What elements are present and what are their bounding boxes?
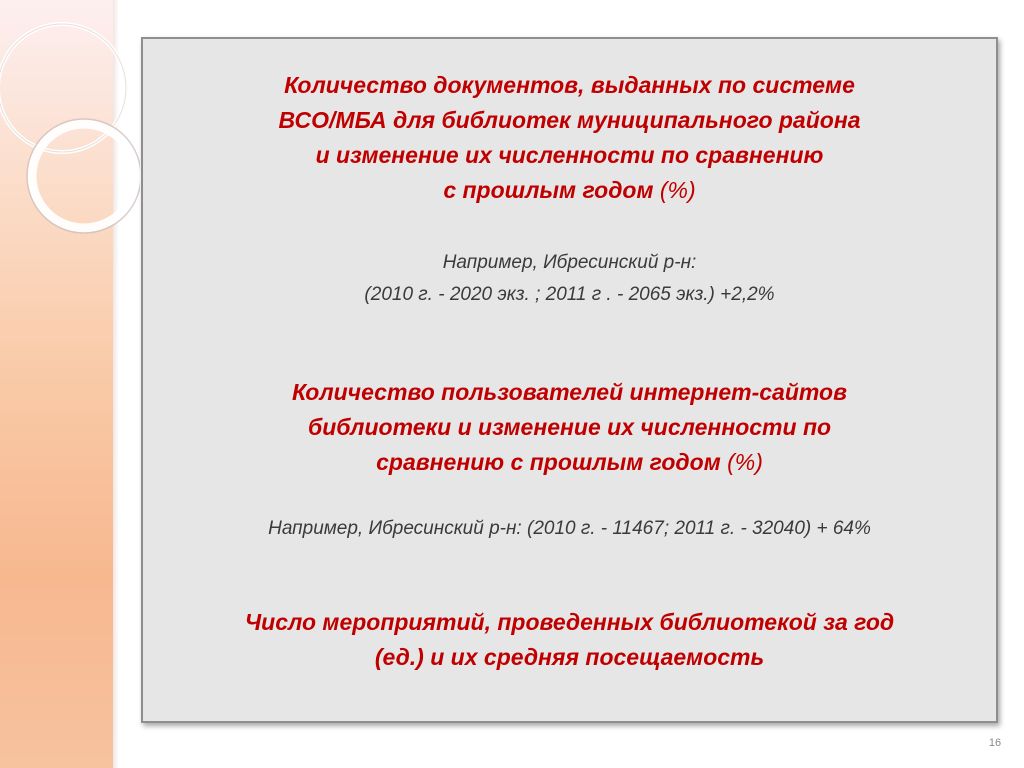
example-line: Например, Ибресинский р-н: [442, 252, 697, 273]
heading-documents-mba [143, 68, 996, 208]
heading-line: и изменение их численности по сравнению [315, 142, 824, 168]
percent-unit: (%) [727, 449, 763, 475]
percent-unit: (%) [659, 177, 696, 203]
example-website-users [143, 513, 996, 545]
heading-line [143, 445, 996, 480]
heading-line-text: сравнению с прошлым годом [376, 449, 721, 475]
heading-line: Количество документов, выданных по системе [284, 72, 855, 98]
example-documents-mba [143, 247, 996, 311]
heading-line: (ед.) и их средняя посещаемость [374, 644, 765, 670]
heading-website-users [143, 375, 996, 480]
example-line: (2010 г. - 2020 экз. ; 2011 г . - 2065 экз.) +2,2% [364, 284, 775, 305]
heading-line: библиотеки и изменение их численности по [307, 414, 832, 440]
heading-events-count [143, 605, 996, 675]
decorative-rings-icon [0, 0, 140, 260]
heading-line: Число мероприятий, проведенных библиотекой за год [244, 609, 895, 635]
heading-line: Количество пользователей интернет-сайтов [292, 379, 847, 405]
slide-number: 16 [988, 737, 1002, 749]
heading-line [143, 173, 996, 208]
content-panel [141, 37, 998, 723]
example-line: Например, Ибресинский р-н: (2010 г. - 11467; 2011 г. - 32040) + 64% [268, 518, 871, 539]
heading-line: ВСО/МБА для библиотек муниципального района [278, 107, 861, 133]
heading-line-text: с прошлым годом [443, 177, 654, 203]
